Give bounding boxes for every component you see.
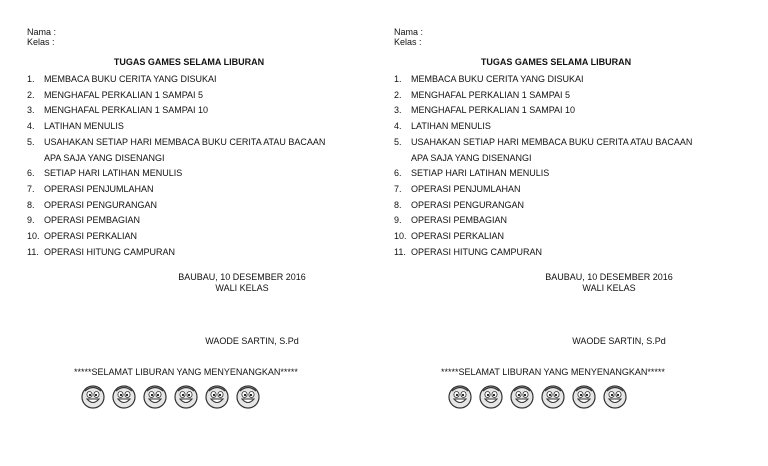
task-item [27,245,367,261]
task-item [394,72,734,88]
task-item [394,213,734,229]
smiley-face-icon [571,383,597,409]
task-item [27,135,367,166]
signer-name: WAODE SARTIN, S.Pd [205,336,299,346]
task-text: OPERASI PERKALIAN [44,231,138,242]
task-item [27,166,367,182]
task-item [27,119,367,135]
holiday-greeting: *****SELAMAT LIBURAN YANG MENYENANGKAN***** [441,367,665,377]
task-text: OPERASI PENJUMLAHAN [411,183,521,194]
task-item [394,88,734,104]
smiley-face-icon [80,383,106,409]
task-item [27,72,367,88]
task-text: MEMBACA BUKU CERITA YANG DISUKAI [411,74,584,84]
task-number: 3. [27,105,35,116]
task-number: 7. [394,183,402,194]
task-text: MENGHAFAL PERKALIAN 1 SAMPAI 5 [411,89,571,100]
task-number: 1. [27,74,35,84]
smiley-face-icon [204,383,230,409]
task-number: 4. [394,121,402,132]
task-text: OPERASI PENJUMLAHAN [44,183,154,194]
task-item [394,229,734,245]
task-item [394,182,734,198]
task-number: 7. [27,183,35,194]
task-item [27,103,367,119]
class-field-label: Kelas : [394,37,422,47]
task-number: 11. [394,246,406,257]
task-number: 8. [27,199,35,210]
task-text: OPERASI PENGURANGAN [411,199,525,210]
task-number: 4. [27,121,35,132]
task-text: MEMBACA BUKU CERITA YANG DISUKAI [44,74,217,84]
smiley-face-icon [235,383,261,409]
task-text: USAHAKAN SETIAP HARI MEMBACA BUKU CERITA ATAU BACAAN APA SAJA YANG DISENANGI [411,136,693,163]
signer-role: WALI KELAS [582,283,636,293]
task-text: OPERASI PEMBAGIAN [411,215,508,226]
task-text: LATIHAN MENULIS [44,121,124,132]
smiley-face-icon [478,383,504,409]
task-text: OPERASI PERKALIAN [411,231,505,242]
class-field-label: Kelas : [27,37,55,47]
worksheet-title: TUGAS GAMES SELAMA LIBURAN [113,57,265,67]
smiley-face-icon [540,383,566,409]
task-number: 8. [394,199,402,210]
task-number: 6. [27,168,35,179]
task-number: 1. [394,74,402,84]
task-text: LATIHAN MENULIS [411,121,491,132]
smiley-row [447,383,628,409]
smiley-face-icon [509,383,535,409]
task-text: MENGHAFAL PERKALIAN 1 SAMPAI 10 [411,105,576,116]
task-text: OPERASI PEMBAGIAN [44,215,141,226]
task-item [394,245,734,261]
task-text: USAHAKAN SETIAP HARI MEMBACA BUKU CERITA ATAU BACAAN APA SAJA YANG DISENANGI [44,136,326,163]
task-list [394,72,734,260]
smiley-face-icon [447,383,473,409]
smiley-row [80,383,261,409]
task-text: SETIAP HARI LATIHAN MENULIS [44,168,183,179]
task-text: MENGHAFAL PERKALIAN 1 SAMPAI 5 [44,89,204,100]
task-item [27,229,367,245]
task-list [27,72,367,260]
task-number: 2. [27,89,35,100]
task-item [394,119,734,135]
smiley-face-icon [602,383,628,409]
smiley-face-icon [111,383,137,409]
task-item [27,182,367,198]
task-text: OPERASI PENGURANGAN [44,199,158,210]
task-item [27,88,367,104]
task-number: 10. [394,231,407,242]
task-item [394,135,734,166]
task-number: 6. [394,168,402,179]
task-text: SETIAP HARI LATIHAN MENULIS [411,168,550,179]
task-number: 5. [27,136,35,147]
task-text: MENGHAFAL PERKALIAN 1 SAMPAI 10 [44,105,209,116]
signer-role: WALI KELAS [215,283,269,293]
place-date: BAUBAU, 10 DESEMBER 2016 [545,272,673,282]
task-item [394,166,734,182]
task-item [27,198,367,214]
task-number: 9. [394,215,402,226]
place-date: BAUBAU, 10 DESEMBER 2016 [178,272,306,282]
task-number: 11. [27,246,39,257]
signer-name: WAODE SARTIN, S.Pd [572,336,666,346]
task-number: 9. [27,215,35,226]
task-number: 10. [27,231,40,242]
task-text: OPERASI HITUNG CAMPURAN [44,246,176,257]
task-number: 5. [394,136,402,147]
task-number: 2. [394,89,402,100]
smiley-face-icon [142,383,168,409]
name-field-label: Nama : [394,27,424,37]
name-field-label: Nama : [27,27,57,37]
worksheet-right [394,0,734,466]
task-item [394,103,734,119]
task-item [27,213,367,229]
task-item [394,198,734,214]
worksheet-title: TUGAS GAMES SELAMA LIBURAN [480,57,632,67]
worksheet-left [27,0,367,466]
task-number: 3. [394,105,402,116]
holiday-greeting: *****SELAMAT LIBURAN YANG MENYENANGKAN***** [74,367,298,377]
smiley-face-icon [173,383,199,409]
task-text: OPERASI HITUNG CAMPURAN [411,246,543,257]
